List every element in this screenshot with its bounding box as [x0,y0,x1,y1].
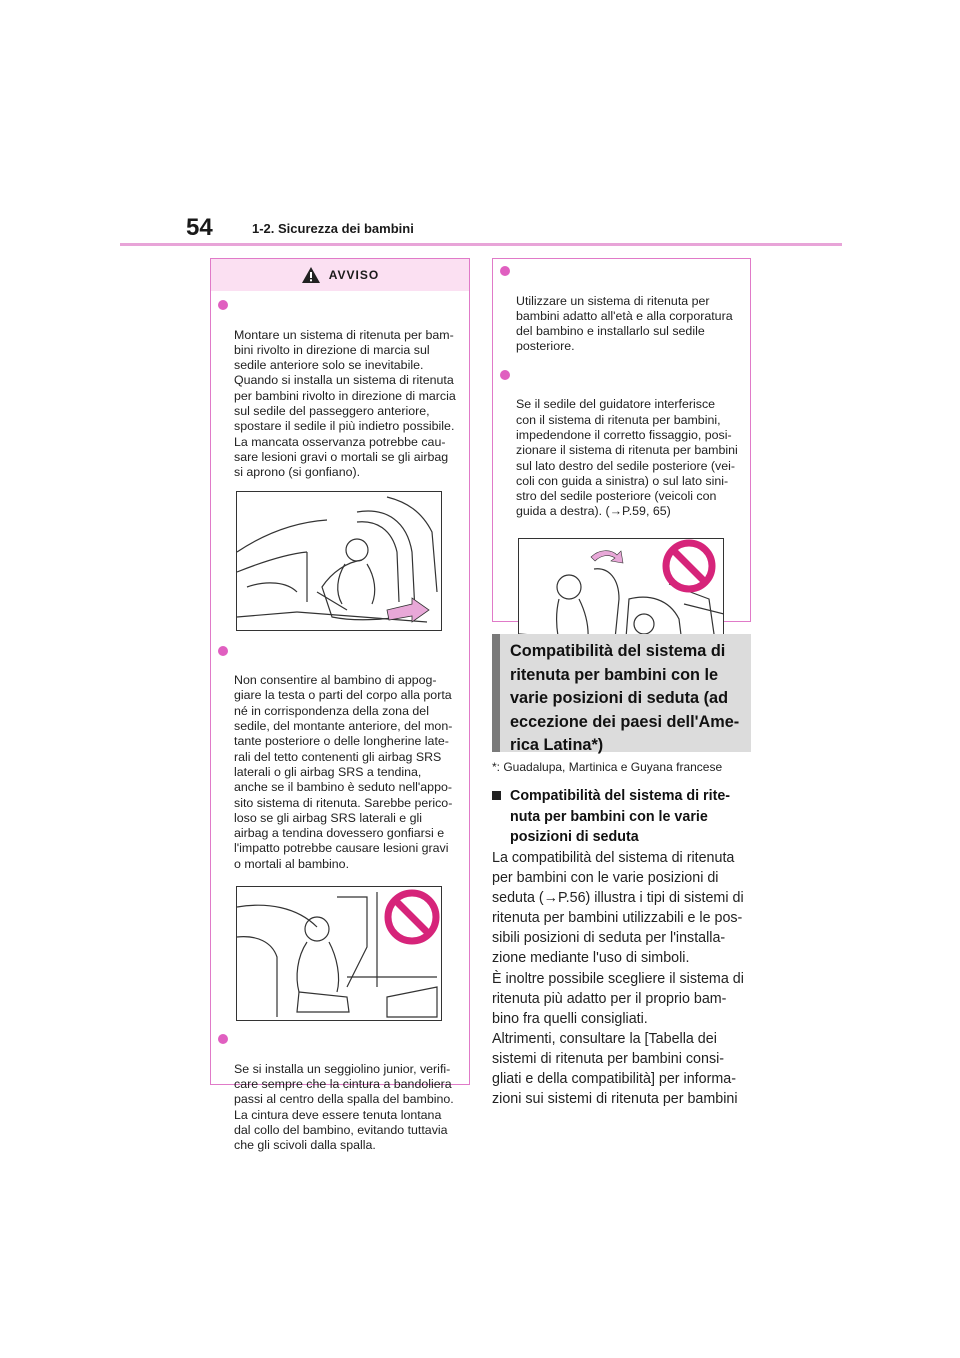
body-paragraph: La compatibilità del sistema di ritenuta per bambini con le varie posizioni di seduta (→P.56) illustra i tipi di sistemi di ritenuta per bambini utilizzabili e le pos- sibili posizioni di seduta per l'installa- zione mediante l'uso di simboli. È inoltre possibile scegliere il sistema di ritenuta più adatto per il proprio bam- bino fra quelli consigliati. Altrimenti, consultare la [Tabella dei sistemi di ritenuta per bambini consi- gliati e della compatibilità] per informa- zioni sui sistemi di ritenuta per bambini [492,850,744,1108]
bullet-icon [218,1034,228,1044]
section-heading-text: Compatibilità del sistema di ritenuta per bambini con le varie posizioni di seduta (ad eccezione dei paesi dell'Ame- rica Latina*) [510,642,740,754]
bullet-icon [218,300,228,310]
list-item [500,263,743,355]
list-item [500,367,743,520]
warning-triangle-icon [301,266,321,284]
list-item [218,297,462,481]
subheading [492,786,752,848]
list-item-text: Montare un sistema di ritenuta per bam- bini rivolto in direzione di marcia sul sedile anteriore solo se inevitabile. Quando si installa un sistema di ritenuta per bambini rivolto in direzione di marcia sul sedile del passeggero anteriore, spostare il sedile il più indietro possibile. La mancata osservanza potrebbe cau- sare lesioni gravi o mortali se gli airbag si aprono (si gonfiano). [234,327,456,480]
warning-continuation-box [492,258,751,622]
list-item-text: Utilizzare un sistema di ritenuta per bambini adatto all'età e alla corporatura del bambino e installarlo sul sedile posteriore. [516,293,733,354]
list-item-text: Se il sedile del guidatore interferisce con il sistema di ritenuta per bambini, impedendone il corretto fissaggio, posi- zionare il sistema di ritenuta per bambini sul lato destro del sedile posteriore (vei- coli con guida a sinistra) o sul lato sini- stro del sedile posteriore (veicoli con guida a destra). (→P.59, 65) [516,397,738,519]
warning-label: AVVISO [328,268,380,282]
page-number: 54 [186,214,213,241]
list-item [218,643,462,872]
bullet-icon [500,370,510,380]
square-bullet-icon [492,791,501,800]
figure-child-leaning-door [236,886,442,1021]
child-seat-front-illustration [237,492,442,631]
list-item-text: Non consentire al bambino di appog- giare la testa o parti del corpo alla porta né in corrispondenza della zona del sedile, del montante anteriore, del mon- tante posteriore o delle longherine late- rali del tetto contenenti gli airbag SRS laterali o gli airbag SRS a tendina, anche se il bambino è seduto nell'appo- sito sistema di ritenuta. Sarebbe perico- loso se gli airbag SRS laterali e gli airbag a tendina dovessero gonfiarsi e l'impatto potrebbe causare lesioni gravi o mortali al bambino. [234,673,453,871]
child-leaning-illustration [237,887,442,1021]
subheading-text: Compatibilità del sistema di rite- nuta per bambini con le varie posizioni di seduta [510,788,731,845]
section-heading [492,634,751,752]
figure-child-seat-front [236,491,442,631]
list-item [218,1031,462,1153]
bullet-icon [500,266,510,276]
header-rule [120,243,842,246]
bullet-icon [218,646,228,656]
list-item-text: Se si installa un seggiolino junior, verifi- care sempre che la cintura a bandoliera passi al centro della spalla del bambino. La cintura deve essere tenuta lontana dal collo del bambino, evitando tuttavia che gli scivoli dalla spalla. [234,1061,454,1153]
warning-header [211,259,469,291]
warning-box [210,258,470,1153]
section-title: 1-2. Sicurezza dei bambini [252,221,414,236]
footnote: *: Guadalupa, Martinica e Guyana francese [492,760,723,774]
